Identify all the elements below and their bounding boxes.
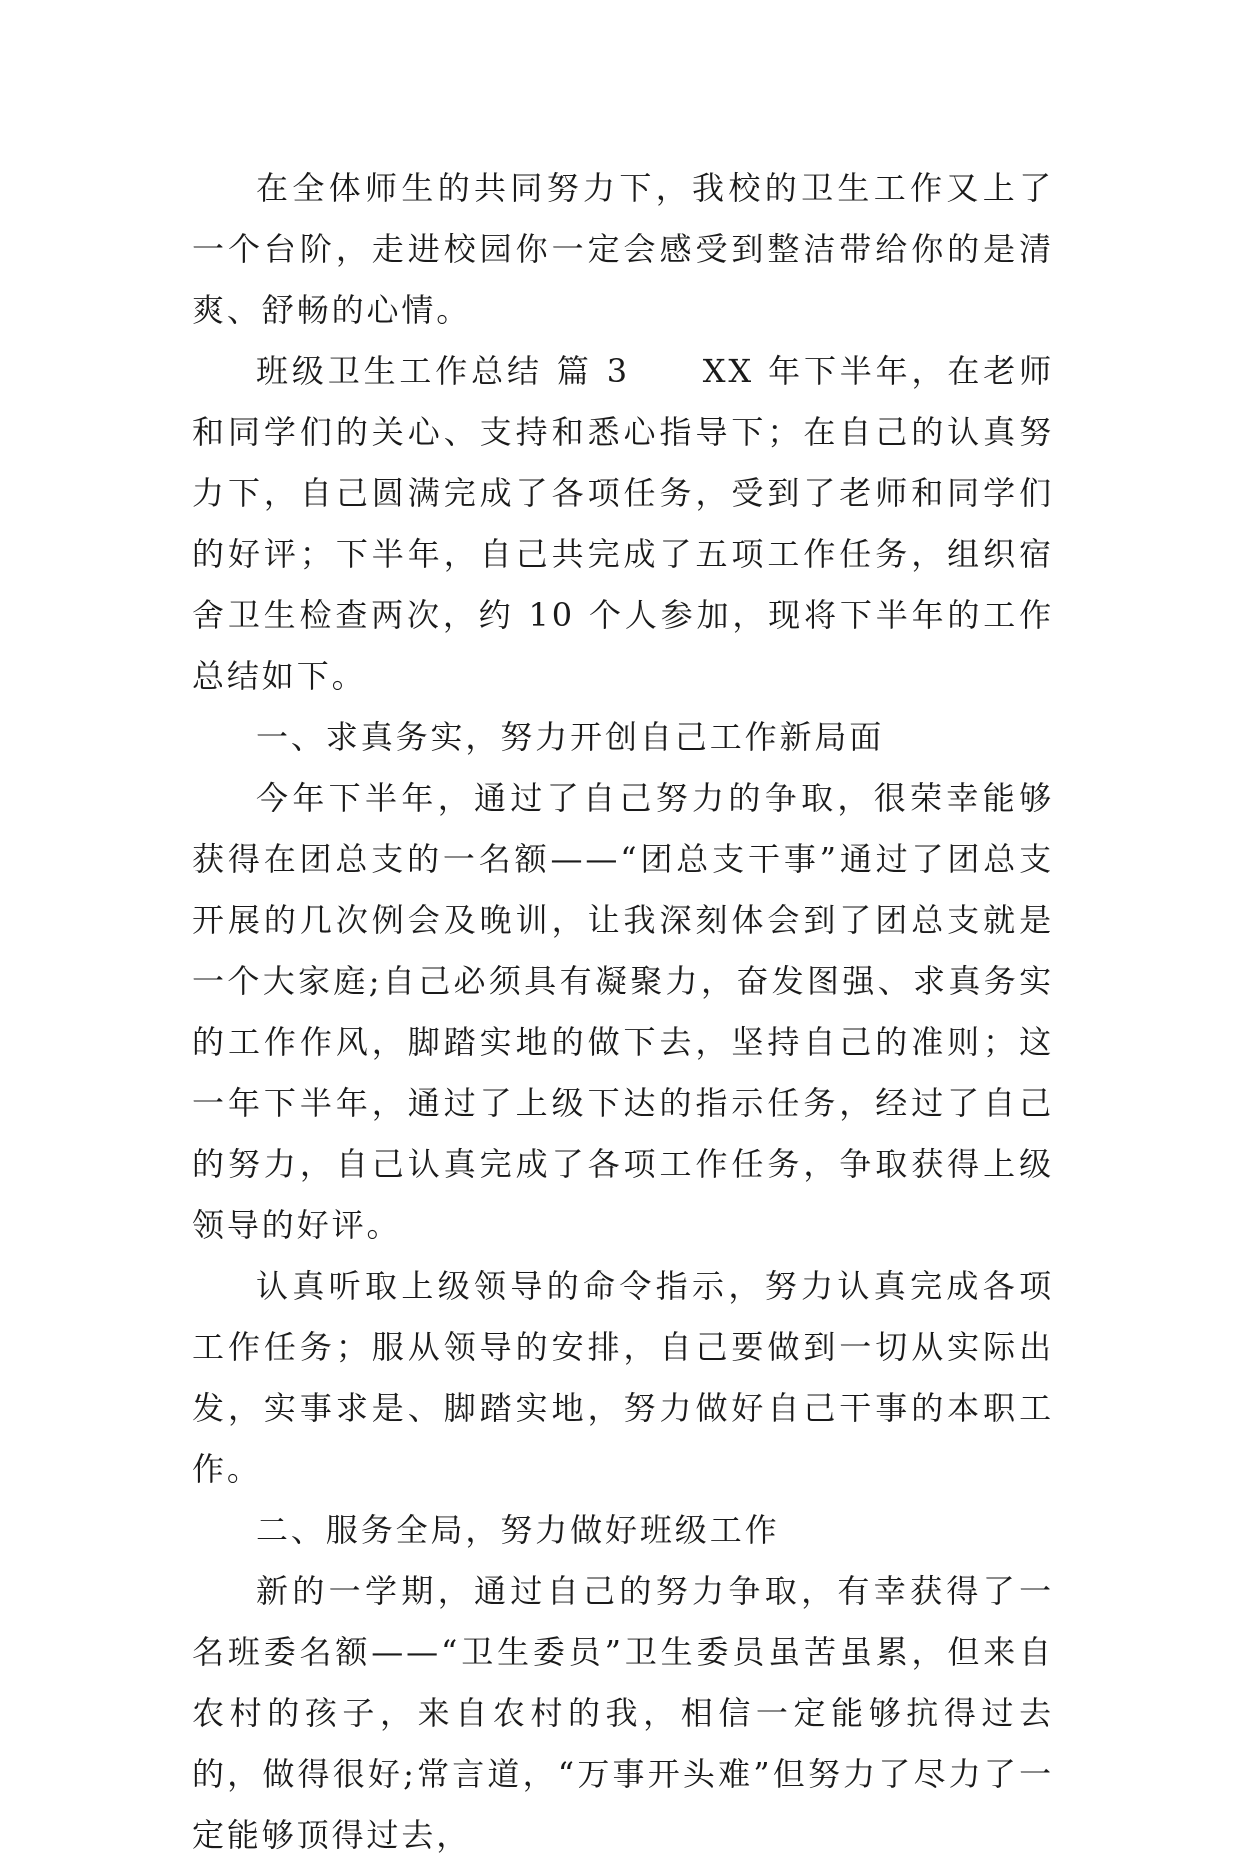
paragraph-league-branch: 今年下半年，通过了自己努力的争取，很荣幸能够获得在团总支的一名额——“团总支干事”通过了团总支开展的几次例会及晚训，让我深刻体会到了团总支就是一个大家庭;自己必须具有凝聚力，奋发图强、求真务实的工作作风，脚踏实地的做下去，坚持自己的准则；这一年下半年，通过了上级下达的指示任务，经过了自己的努力，自己认真完成了各项工作任务，争取获得上级领导的好评。 (192, 779, 1054, 1244)
document-body (192, 158, 1054, 1866)
paragraph-hygiene-achievement: 在全体师生的共同努力下，我校的卫生工作又上了一个台阶，走进校园你一定会感受到整洁带给你的是清爽、舒畅的心情。 (192, 169, 1054, 329)
heading-part-one: 一、求真务实，努力开创自己工作新局面 (256, 718, 885, 756)
paragraph-section-3-intro: 班级卫生工作总结 篇 3 XX 年下半年，在老师和同学们的关心、支持和悉心指导下；在自己的认真努力下，自己圆满完成了各项任务，受到了老师和同学们的好评；下半年，自己共完成了五项工作任务，组织宿舍卫生检查两次，约 10 个人参加，现将下半年的工作总结如下。 (192, 352, 1054, 695)
paragraph-follow-instructions: 认真听取上级领导的命令指示，努力认真完成各项工作任务；服从领导的安排，自己要做到一切从实际出发，实事求是、脚踏实地，努力做好自己干事的本职工作。 (192, 1267, 1054, 1488)
heading-part-two: 二、服务全局，努力做好班级工作 (256, 1511, 780, 1549)
paragraph-hygiene-committee: 新的一学期，通过自己的努力争取，有幸获得了一名班委名额——“卫生委员”卫生委员虽苦虽累，但来自农村的孩子，来自农村的我，相信一定能够抗得过去的，做得很好;常言道，“万事开头难”但努力了尽力了一定能够顶得过去， (192, 1572, 1054, 1854)
